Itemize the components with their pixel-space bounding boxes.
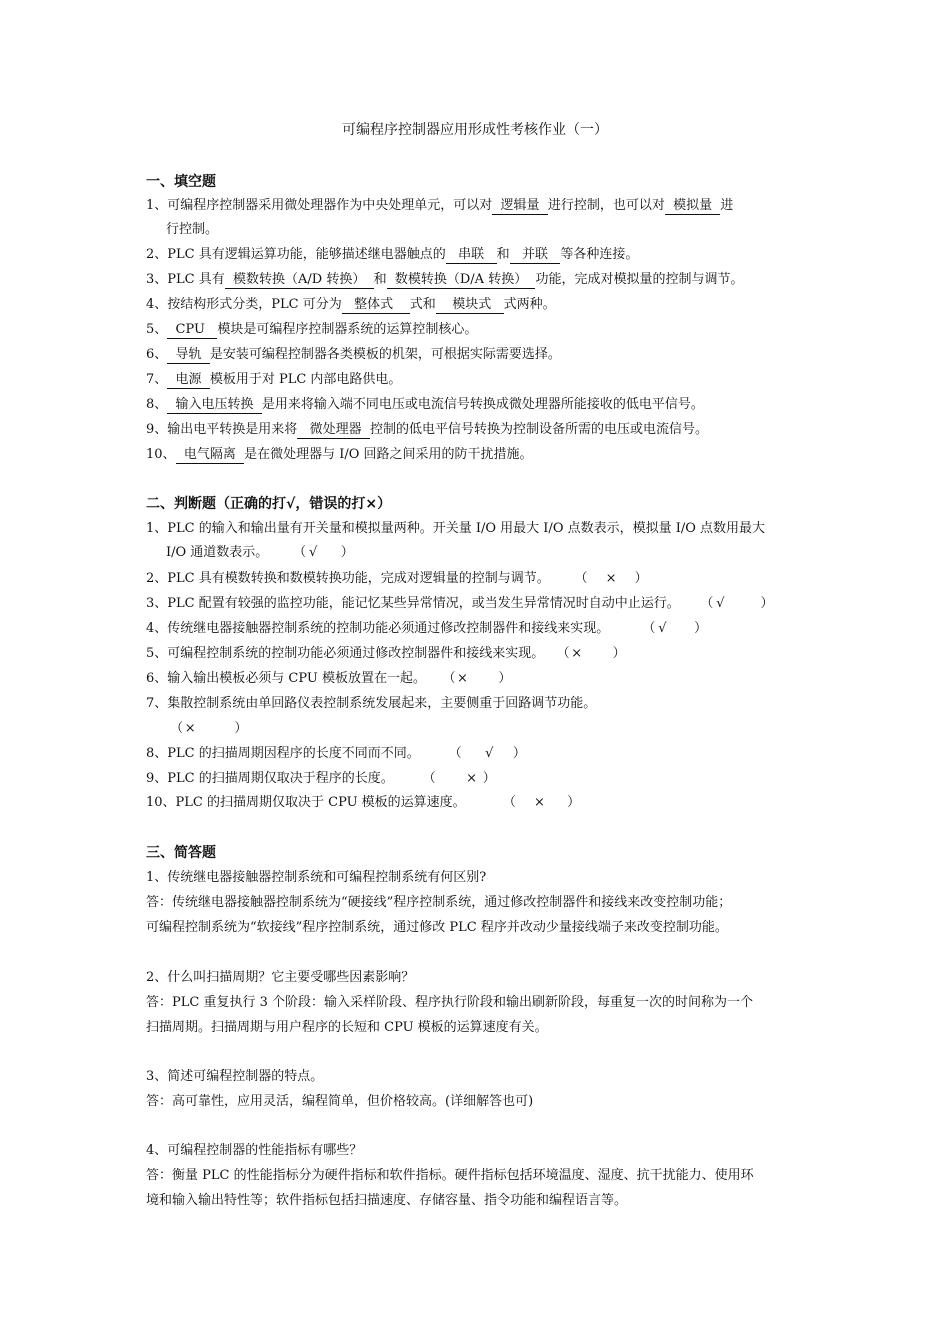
short-answer-4-line-1: 答：衡量 PLC 的性能指标分为硬件指标和软件指标。硬件指标包括环境温度、湿度、抗干扰能力、使用环	[146, 1168, 754, 1183]
judge-q8-mark: √	[485, 746, 494, 761]
judge-question-5: 5、可编程控制系统的控制功能必须通过修改控制器件和接线来实现。 （ × ）	[146, 643, 816, 665]
judge-question-4: 4、传统继电器接触器控制系统的控制功能必须通过修改控制器件和接线来实现。 （ √ ）	[146, 618, 816, 640]
fill-question-1-cont: 行控制。	[166, 222, 219, 237]
fill-question-7: 7、 电源 模板用于对 PLC 内部电路供电。	[146, 372, 402, 387]
document-title: 可编程序控制器应用形成性考核作业（一）	[342, 122, 608, 138]
short-answer-2-line-1: 答：PLC 重复执行 3 个阶段：输入采样阶段、程序执行阶段和输出刷新阶段，每重复一次的时间称为一个	[146, 995, 753, 1010]
judge-question-2: 2、PLC 具有模数转换和数模转换功能，完成对逻辑量的控制与调节。 （ × ）	[146, 568, 816, 590]
fill-q10-blank: 电气隔离	[176, 447, 245, 464]
section-heading-short: 三、简答题	[146, 845, 216, 861]
short-question-2: 2、什么叫扫描周期？它主要受哪些因素影响？	[146, 970, 415, 985]
section-heading-fill: 一、填空题	[146, 174, 216, 190]
fill-q1-blank-2: 模拟量	[665, 198, 721, 215]
judge-q10-mark: ×	[533, 795, 545, 810]
judge-q6-mark: ×	[457, 671, 468, 686]
judge-question-1: 1、PLC 的输入和输出量有开关量和模拟量两种。开关量 I/O 用最大 I/O 点数表示，模拟量 I/O 点数用最大	[146, 521, 766, 536]
fill-q3-blank-1: 模数转换（A/D 转换）	[225, 272, 374, 289]
fill-q4-blank-2: 模块式	[436, 297, 504, 314]
short-answer-1-line-2: 可编程控制系统为“软接线”程序控制系统，通过修改 PLC 程序并改动少量接线端子来改变控制功能。	[146, 920, 728, 935]
fill-q2-blank-1: 串联	[446, 247, 497, 264]
judge-question-8: 8、PLC 的扫描周期因程序的长度不同而不同。 （ √ ）	[146, 743, 816, 765]
fill-q2-blank-2: 并联	[510, 247, 561, 264]
fill-question-8: 8、 输入电压转换 是用来将输入端不同电压或电流信号转换成微处理器所能接收的低电平信号。	[146, 397, 704, 412]
short-answer-4-line-2: 境和输入输出特性等；软件指标包括扫描速度、存储容量、指令功能和编程语言等。	[146, 1193, 628, 1208]
fill-q7-blank: 电源	[167, 372, 210, 389]
judge-question-9: 9、PLC 的扫描周期仅取决于程序的长度。 （ × ）	[146, 768, 816, 790]
judge-q1-mark: √	[308, 545, 318, 560]
judge-q3-mark: √	[716, 596, 725, 611]
fill-question-1	[146, 195, 816, 217]
short-question-4: 4、可编程控制器的性能指标有哪些？	[146, 1143, 363, 1158]
judge-question-1-cont: I/O 通道数表示。 （ √ ）	[166, 542, 836, 564]
short-answer-1-line-1: 答：传统继电器接触器控制系统为“硬接线”程序控制系统，通过修改控制器件和接线来改变控制功能；	[146, 895, 732, 910]
judge-question-7: 7、集散控制系统由单回路仪表控制系统发展起来，主要侧重于回路调节功能。	[146, 696, 597, 711]
fill-q3-blank-2: 数模转换（D/A 转换）	[387, 272, 536, 289]
fill-q1-text-2: 进行控制，也可以对	[547, 198, 665, 213]
fill-q4-blank-1: 整体式	[342, 297, 410, 314]
judge-question-3: 3、PLC 配置有较强的监控功能，能记忆某些异常情况，或当发生异常情况时自动中止运行。 （ √ ）	[146, 593, 816, 615]
short-question-3: 3、简述可编程控制器的特点。	[146, 1069, 324, 1084]
fill-question-3: 3、PLC 具有 模数转换（A/D 转换） 和 数模转换（D/A 转换） 功能，完成对模拟量的控制与调节。	[146, 272, 744, 287]
short-answer-2-line-2: 扫描周期。扫描周期与用户程序的长短和 CPU 模板的运算速度有关。	[146, 1020, 548, 1035]
judge-question-7-cont: （ × ）	[166, 718, 836, 740]
short-answer-3-line-1: 答：高可靠性，应用灵活，编程简单，但价格较高。(详细解答也可)	[146, 1094, 534, 1109]
fill-q8-blank: 输入电压转换	[167, 397, 262, 414]
judge-q5-mark: ×	[571, 646, 583, 661]
judge-q4-mark: √	[658, 621, 667, 636]
judge-question-10: 10、PLC 的扫描周期仅取决于 CPU 模板的运算速度。 （ × ）	[146, 792, 816, 814]
fill-q1-blank-1: 逻辑量	[492, 198, 548, 215]
fill-question-10: 10、 电气隔离 是在微处理器与 I/O 回路之间采用的防干扰措施。	[146, 447, 533, 462]
fill-question-6: 6、 导轨 是安装可编程控制器各类模板的机架，可根据实际需要选择。	[146, 347, 561, 362]
fill-question-2: 2、PLC 具有逻辑运算功能，能够描述继电器触点的 串联 和 并联 等各种连接。	[146, 247, 639, 262]
fill-q6-blank: 导轨	[167, 347, 210, 364]
judge-q9-mark: ×	[466, 771, 478, 786]
fill-question-5: 5、 CPU 模块是可编程序控制器系统的运算控制核心。	[146, 322, 478, 337]
judge-q7-mark: ×	[184, 721, 196, 736]
fill-q1-text: 1、可编程序控制器采用微处理器作为中央处理单元，可以对	[146, 198, 493, 213]
judge-question-6: 6、输入输出模板必须与 CPU 模板放置在一起。 （ × ）	[146, 668, 816, 690]
fill-question-4: 4、按结构形式分类，PLC 可分为 整体式 式和 模块式 式两种。	[146, 297, 556, 312]
fill-q9-blank: 微处理器	[297, 422, 370, 439]
section-heading-judge: 二、判断题（正确的打√，错误的打×）	[146, 496, 392, 512]
fill-q1-text-3: 进	[720, 198, 734, 213]
fill-question-9: 9、输出电平转换是用来将 微处理器 控制的低电平信号转换为控制设备所需的电压或电流信号。	[146, 422, 708, 437]
short-question-1: 1、传统继电器接触器控制系统和可编程控制系统有何区别?	[146, 870, 487, 885]
judge-q2-mark: ×	[605, 571, 617, 586]
fill-q5-blank: CPU	[167, 322, 217, 339]
